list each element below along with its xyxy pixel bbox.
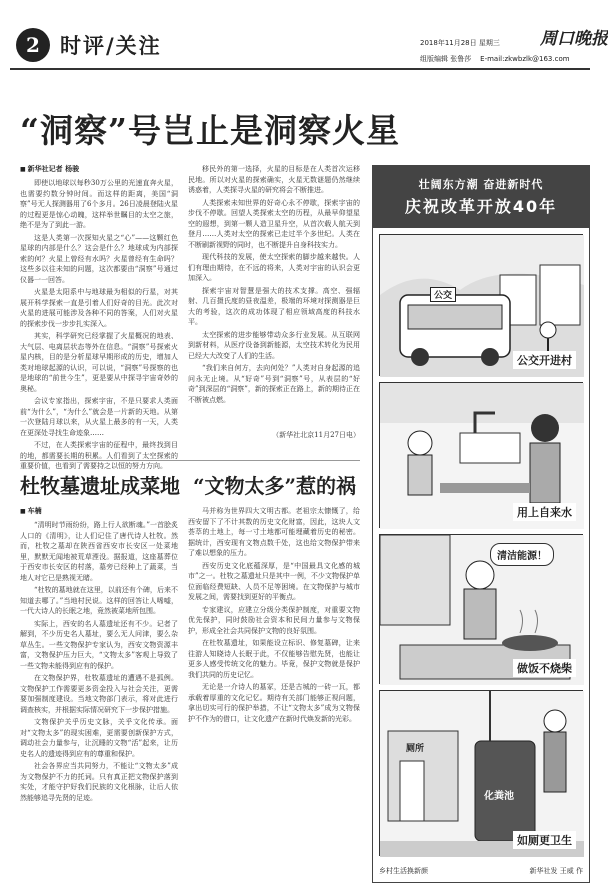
article1-headline: “洞察”号岂止是洞察火星 (20, 111, 400, 150)
cartoon-panel (372, 165, 590, 883)
email: E-mail:zkwbzlk@163.com (480, 55, 570, 63)
article1-column-2 (188, 164, 360, 444)
newspaper-logo: 周口晚报 (540, 29, 608, 49)
article1-dateline-wrap (188, 430, 360, 442)
paragraph: 火星是太阳系中与地球最为相似的行星，对其展开科学探索一直是引着人们好奇的目光。此次对火星的进展可能涉及各种不同的答案，人们对火星的探索步伐一步步扎实深入。 (20, 288, 178, 328)
paragraph: “我们来自何方，去向何处？”人类对自身起源的追问永无止境。从“好奇”号到“洞察”号，从表层的“好奇”到深层的“洞察”，新的探索正在路上，新的期待正在不断被点燃。 (188, 364, 360, 404)
paragraph: “杜牧的墓地就在这里，以前还有个碑，后来不知道去哪了。”当地村民说。这样的回答让人唏嘘，一代大诗人的长眠之地，竟然被菜地所包围。 (20, 586, 178, 615)
paragraph: 人类探索未知世界的好奇心永不停歇，探索宇宙的步伐不停歇。回望人类探索太空的历程，从最早仰望星空的遐想，到第一颗人造卫星升空，从首次载人航天到登月……人类对太空的探索已走过半个多世纪。人类在不断刷新视野的同时，也不断提升自身科技实力。 (188, 198, 360, 249)
paragraph: 在杜牧墓遗址，如果能设立标识、修复墓碑，让来往游人知晓诗人长眠于此，不仅能够告慰先贤，也能让更多人感受传统文化的魅力。毕竟，保护文物就是保护我们共同的历史记忆。 (188, 639, 360, 679)
cartoon-frame-toilet (379, 690, 583, 856)
paragraph: 即使以地球以每秒30万公里的光速直奔火星，也需要约数分钟时间。而这样的距离，美国“洞察”号无人探测器用了6个多月。26日凌晨登陆火星的过程更是惊心动魄，这样举世瞩目的太空之旅，绝不是为了到此一游。 (20, 179, 178, 229)
paragraph: 西安历史文化底蕴深厚，是“中国最具文化感的城市”之一。杜牧之墓遗址只是其中一例，不少文物保护单位面临经费短缺、人员不足等困境。在文物保护与城市发展之间，需要找到更好的平衡点。 (188, 561, 360, 601)
editor-name: 组版编辑 张鲁莎 (420, 55, 472, 63)
article1-column-1 (20, 178, 178, 470)
bus-sign: 公交 (430, 287, 456, 302)
cartoon-banner (373, 166, 589, 228)
article-divider (20, 460, 360, 461)
paragraph: 文物保护关乎历史文脉，关乎文化传承。面对“文物太多”的现实困难，更需要创新保护方式，调动社会力量参与，让沉睡的文物“活”起来，让历史名人的遗迹得到应有的尊重和保护。 (20, 718, 178, 758)
paragraph: 会议专家指出，探索宇宙，不是只要求人类面前“为什么”，“为什么”就会是一片新的天地。从第一次登陆月球以来，从火星上最多的有一天，人类在更深处寻找生命迹象…… (20, 397, 178, 437)
paragraph: 社会各界应当共同努力，不能让“文物太多”成为文物保护不力的托词。只有真正把文物保护落到实处，才能守护好我们民族的文化根脉，让后人依然能够追寻先贤的足迹。 (20, 762, 178, 802)
paragraph: 其实，科学研究已经掌握了火星概况的地表、大气层、电离层状态等外在信息。“洞察”号探索火星内核，目的是分析星球早期形成的历史，增加人类对地球起源的认识，可以说，“洞察”号探察的也是地球的“前世今生”，更是要从中探寻宇宙奇妙的奥秘。 (20, 332, 178, 393)
article2-column-1 (20, 520, 178, 882)
sign-septic: 化粪池 (484, 791, 514, 802)
paragraph: 实际上，西安的名人墓遗址还有不少。记者了解到，不少历史名人墓址，要么无人问津，要么杂草丛生。一些文物保护专家认为，西安文物资源丰富，文物保护压力巨大，“文物太多”客观上导致了一些文物未能得到应有的保护。 (20, 619, 178, 670)
paragraph: 移民外的第一选择，火星的目标是在人类首次运移民地。所以对火星的探索确实，火星无数谜题仍然继续诱惑着，人类探寻火星的研究将会不断推进。 (188, 165, 360, 194)
paragraph: 在文物保护界，杜牧墓遗址的遭遇不是孤例。文物保护工作需要更多资金投入与社会关注，更需要加强制度建设。当地文物部门表示，将对此进行调查核实，并根据实际情况研究下一步保护措施。 (20, 674, 178, 714)
cartoon-frame-water (379, 382, 583, 528)
paragraph: 太空探索的进步能够带动众多行业发展。从互联网到新材料，从医疗设备到新能源，太空技术转化为民用已经大大改变了人们的生活。 (188, 330, 360, 360)
paragraph: 这是人类第一次探知火星之“心”——这颗红色星球的内部是什么？这会是什么？地球成为内部探索的何？火星上曾经有水吗？火星曾经有生命吗？这些多以往未知的问题，这次都要由“洞察”号通过仪器一一回答。 (20, 233, 178, 284)
section-title: 时评/关注 (60, 33, 162, 58)
cartoon-frame-cooking (379, 534, 583, 684)
article1-byline: ■ 新华社记者 杨骏 (20, 164, 79, 174)
caption-water: 用上自来水 (513, 503, 576, 521)
paragraph: 专家建议，应建立分级分类保护制度，对重要文物优先保护，同时鼓励社会资本和民间力量参与文物保护，形成全社会共同保护文物的良好氛围。 (188, 605, 360, 635)
paragraph: 马并称为世界四大文明古都。老祖宗太慷慨了，给西安留下了不计其数的历史文化财富，因此，这块人文荟萃的土地上，每一寸土地都可能埋藏着历史的秘密。据统计，西安现有文物点数千处，这也给文物保护带来了难以想象的压力。 (188, 507, 360, 557)
caption-toilet: 如厕更卫生 (513, 831, 576, 849)
article2-headline: 杜牧墓遗址成菜地 “文物太多”惹的祸 (20, 474, 356, 498)
article2-column-2 (188, 506, 360, 882)
header-rule (10, 68, 590, 70)
speech-bubble: 清洁能源！ (490, 543, 554, 566)
page-header (10, 18, 608, 68)
paragraph: 无论是一介诗人的墓冢，还是古城的一砖一瓦，都承载着厚重的文化记忆。期待有关部门能够正视问题，拿出切实可行的保护举措，不让“文物太多”成为文物保护不作为的借口，让文化遗产在新时代焕发新的光彩。 (188, 683, 360, 723)
caption-cooking: 做饭不烧柴 (513, 659, 576, 677)
banner-title: 庆祝改革开放40年 (404, 197, 558, 216)
article1-dateline: （新华社北京11月27日电） (272, 431, 360, 439)
paragraph: “清明时节雨纷纷，路上行人欲断魂。”一首脍炙人口的《清明》，让人们记住了唐代诗人杜牧。然而，杜牧之墓却在陕西省西安市长安区一处菜地里，默默无闻地被荒草湮没。据报道，这座墓葬位于西安市长安区的村落，墓旁已经种上了蔬菜，当地人对它已是熟视无睹。 (20, 521, 178, 582)
paragraph: 探索宇宙对智慧是强大的技术支撑。高空、强辐射、几百摄氏度的昼夜温差，极端的环境对探测器是巨大的考验，这次的成功体现了相应领域高度的科技水平。 (188, 286, 360, 326)
caption-bus: 公交开进村 (513, 351, 576, 369)
cartoon-title: 乡村生活换新颜 (379, 867, 428, 875)
paragraph: 不过，在人类探索宇宙的征程中，最终找到目的地，都需要长期的积累。人们看到了太空探索的重要价值，也看到了需要持之以恒的努力方向。 (20, 441, 178, 470)
cartoon-credit: 新华社发 王威 作 (529, 867, 583, 875)
editor-line (420, 54, 570, 64)
cartoon-frame-bus (379, 234, 583, 376)
paragraph: 现代科技的发展，使太空探索的脚步越来越快。人们有理由期待，在不远的将来，人类对宇宙的认识会更加深入。 (188, 253, 360, 282)
date-line: 2018年11月28日 星期三 (420, 39, 500, 47)
article2-byline: ■ 车楠 (20, 506, 42, 516)
sign-toilet: 厕所 (406, 744, 425, 754)
banner-slogan: 壮阔东方潮 奋进新时代 (418, 178, 544, 191)
page-number: 2 (16, 28, 50, 62)
